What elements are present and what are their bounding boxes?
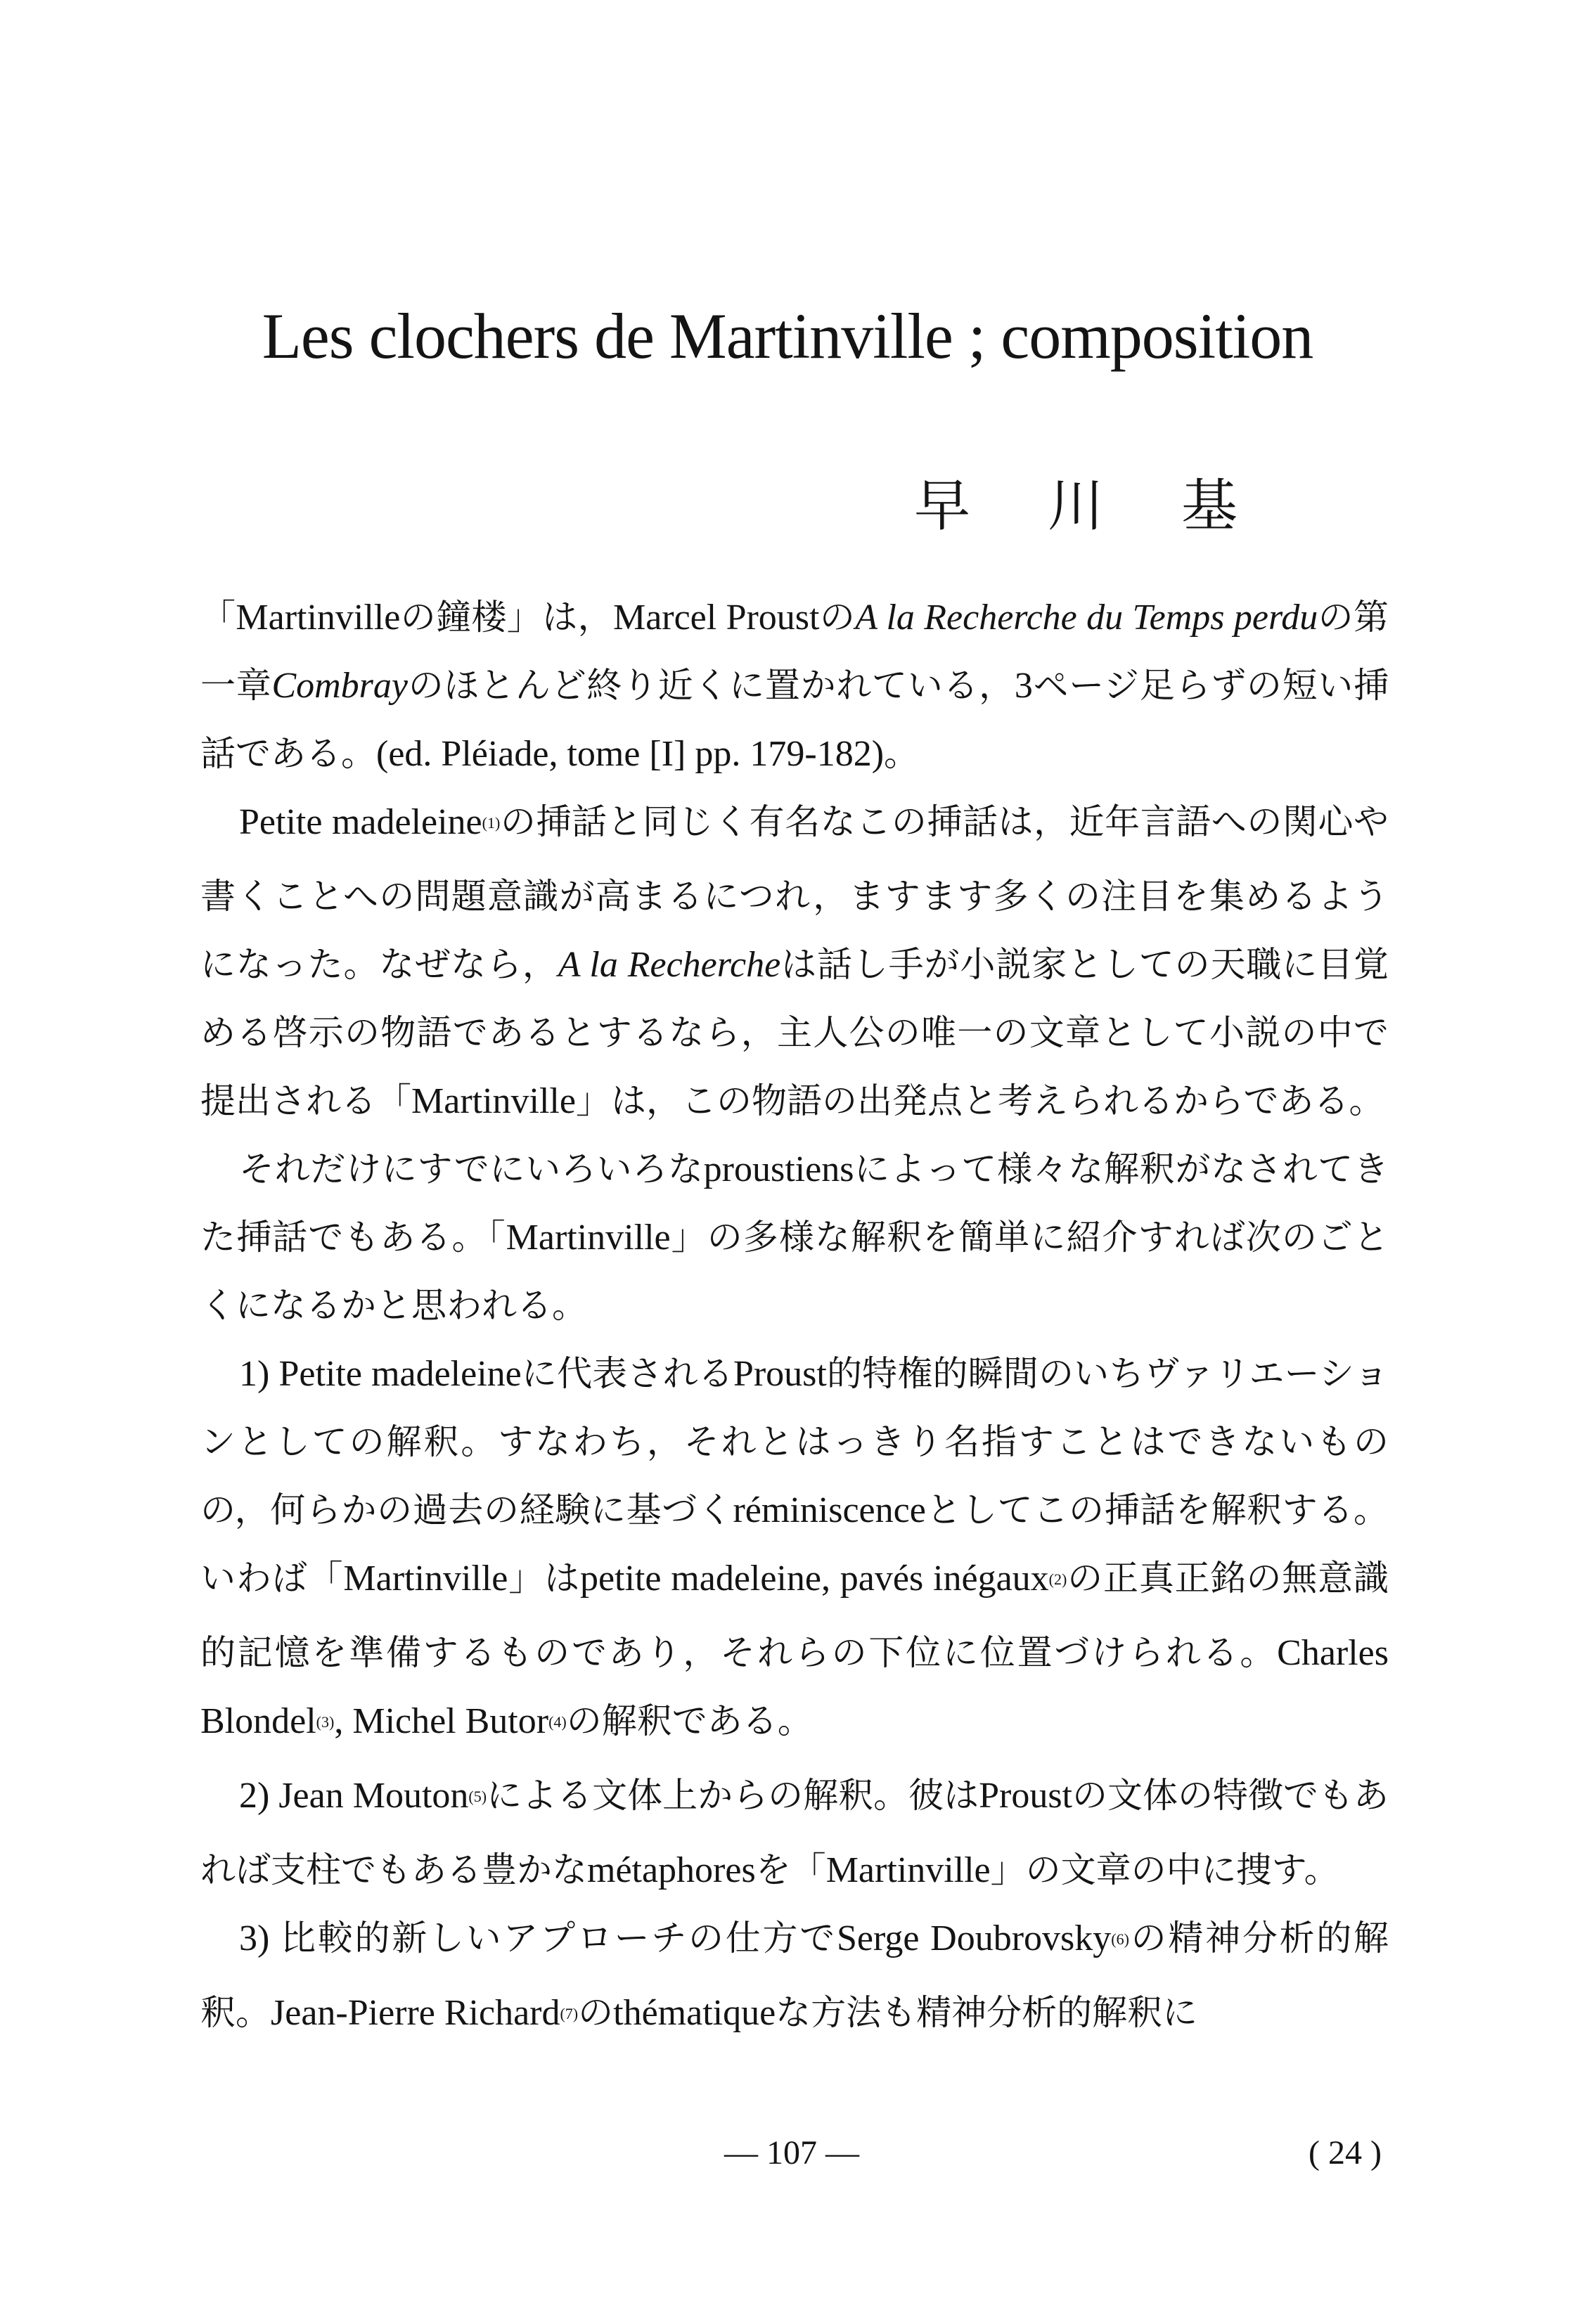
article-body — [200, 583, 1389, 2053]
text-run: 「 — [200, 597, 236, 638]
text-run: , Michel Butor — [334, 1701, 549, 1741]
issue-page-number: ( 24 ) — [1309, 2134, 1382, 2171]
text-run: の挿話と同じく有名なこの挿話は，近年言語への関心や書くことへの問題意識が高まるにつれ，ますます多くの注目を集めるようになった。なぜなら， — [200, 801, 1389, 985]
text-run: Proust — [979, 1776, 1072, 1816]
paragraph — [200, 583, 1389, 788]
text-run: は話し手が小説家としての天職に目覚める啓示の物語であるとするなら，主人公の唯一の文章として小説の中で提出される「 — [200, 944, 1389, 1121]
paragraph — [200, 1340, 1389, 1762]
footnote-marker: (5) — [468, 1788, 487, 1805]
footnote-marker: (6) — [1111, 1930, 1129, 1948]
text-run: 的特権的瞬間のいちヴァリエーションとしての解釈。すなわち，それとはっきり名指すことはできないものの，何らかの過去の経験に基づく — [200, 1353, 1389, 1530]
text-run: 」は，この物語の出発点と考えられるからである。 — [575, 1080, 1384, 1121]
text-run: 3) — [239, 1918, 281, 1958]
footnote-marker: (3) — [316, 1713, 335, 1731]
text-run: 」は — [508, 1558, 580, 1599]
text-run: Martinville — [506, 1218, 671, 1258]
text-run: 2) Jean Mouton — [239, 1776, 469, 1816]
text-run: Charles Blondel — [200, 1633, 1389, 1741]
text-run: の解釈である。 — [566, 1700, 813, 1741]
text-run: réminiscence — [733, 1490, 926, 1530]
text-run: thématique — [613, 1993, 776, 2033]
text-run: それだけにすでにいろいろな — [239, 1149, 704, 1189]
text-run: を「 — [755, 1849, 826, 1890]
text-run: A la Recherche du Temps perdu — [855, 598, 1318, 638]
text-run: Proust — [733, 1354, 827, 1394]
text-run: Combray — [271, 666, 408, 706]
text-run: 1) — [239, 1354, 279, 1394]
text-run: の正真正銘の無意識的記憶を準備するものであり，それらの下位に位置づけられる。 — [200, 1558, 1389, 1673]
paragraph — [200, 1762, 1389, 1904]
text-run: Petite madeleine — [239, 802, 482, 842]
paragraph — [200, 1904, 1389, 2053]
text-run: 3 — [1014, 666, 1033, 706]
text-run: 」の文章の中に捜す。 — [990, 1849, 1339, 1890]
text-run: の第一章 — [200, 597, 1389, 706]
text-run: の精神分析的解釈。 — [200, 1918, 1389, 2033]
author-name: 早川基 — [914, 473, 1315, 538]
text-run: の文体の特徴でもあれば支柱でもある豊かな — [200, 1775, 1389, 1890]
text-run: 比較的新しいアプローチの仕方で — [281, 1918, 837, 1958]
text-run: による文体上からの解釈。彼は — [487, 1775, 979, 1816]
text-run: によって様々な解釈がなされてきた挿話でもある。「 — [200, 1149, 1389, 1258]
text-run: な方法も精神分析的解釈に — [776, 1992, 1198, 2033]
text-run: Martinville — [343, 1558, 508, 1599]
text-run: の鐘楼」は， — [400, 597, 613, 638]
footnote-marker: (1) — [482, 814, 501, 832]
text-run: proustiens — [703, 1149, 854, 1189]
text-run: Martinville — [236, 598, 401, 638]
text-run: に代表される — [521, 1353, 733, 1394]
text-run: petite madeleine, pavés inégaux — [579, 1558, 1049, 1599]
footnote-marker: (2) — [1048, 1570, 1067, 1588]
text-run: métaphores — [587, 1850, 756, 1890]
article-title: Les clochers de Martinville ; composition — [262, 300, 1313, 372]
text-run: ページ足らずの短い挿話である。 — [200, 665, 1389, 774]
footnote-marker: (4) — [548, 1713, 567, 1731]
text-run: Marcel Proust — [612, 598, 820, 638]
text-run: Martinville — [411, 1081, 576, 1121]
paragraph — [200, 1135, 1389, 1340]
text-run: Serge Doubrovsky — [836, 1918, 1112, 1958]
footnote-marker: (7) — [560, 2005, 579, 2022]
text-run: Martinville — [825, 1850, 991, 1890]
page-number: — 107 — — [724, 2134, 859, 2171]
text-run: 。 — [884, 733, 920, 774]
text-run: Petite madeleine — [278, 1354, 522, 1394]
text-run: としてこの挿話を解釈する。いわば「 — [200, 1490, 1389, 1599]
text-run: の — [578, 1992, 614, 2033]
text-run: の — [819, 597, 856, 638]
text-run: のほとんど終り近くに置かれている， — [408, 665, 1015, 706]
text-run: A la Recherche — [558, 945, 781, 985]
text-run: 」の多様な解釈を簡単に紹介すれば次のごとくになるかと思われる。 — [200, 1217, 1389, 1326]
paragraph — [200, 788, 1389, 1135]
text-run: Jean-Pierre Richard — [271, 1993, 560, 2033]
text-run: (ed. Pléiade, tome [I] pp. 179-182) — [376, 734, 885, 774]
